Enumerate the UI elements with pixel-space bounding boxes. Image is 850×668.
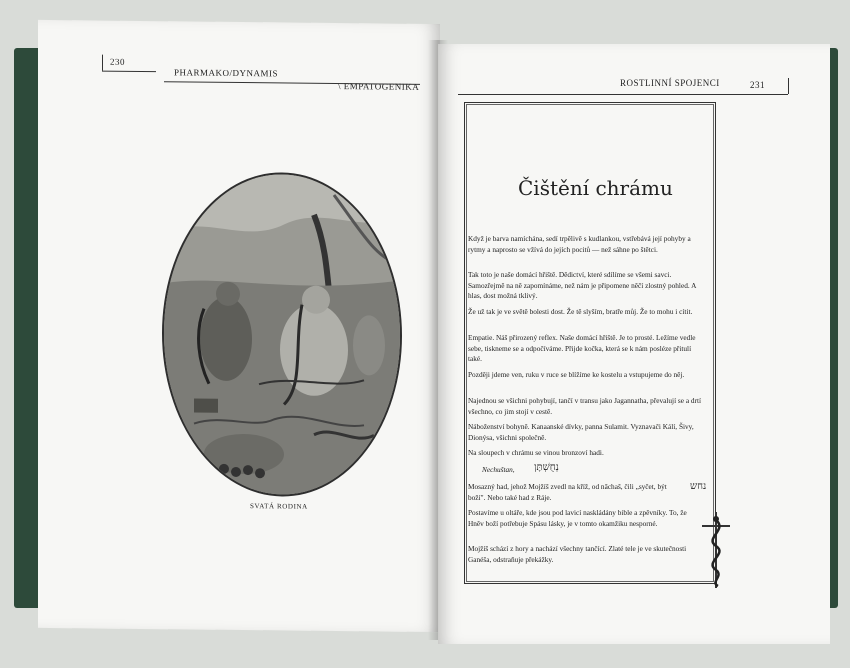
left-page: [38, 20, 440, 632]
paragraph-3: Že už tak je ve světě bolesti dost. Že tě slyším, bratře můj. Že to mohu i cítit.: [468, 307, 693, 316]
paragraph-11: Postavíme u oltáře, kde jsou pod lavicí naskládány bible a zpěvníky. To, že Hněv boží potřebuje Spásu lásky, je v tomto okamžiku nesporné.: [468, 508, 687, 528]
left-header-rule: [102, 71, 156, 73]
snake-on-cross-icon: [696, 510, 736, 590]
illustration-holy-family: [162, 171, 402, 498]
paragraph-8: Na sloupech v chrámu se vinou bronzoví hadi.: [468, 448, 604, 457]
paragraph-4: Empatie. Náš přirozený reflex. Naše domácí hřiště. Je to prosté. Ležíme vedle sebe, tiskneme se a odpočíváme. Přijde kočka, která se k nám posléze přitulí také.: [468, 333, 696, 363]
paragraph-2: Tak toto je naše domácí hřiště. Dědictví, které sdílíme se všemi savci. Samozřejmě na ně zapomínáme, než nám je připomene něčí zlostný pohled. A hlas, dost možná tklivý.: [468, 270, 696, 300]
hebrew-word-nechushtan: נְחֻשְׁתָּן: [534, 462, 559, 473]
left-header-rule-2: [102, 55, 103, 71]
right-page-number: 231: [750, 80, 765, 90]
right-page: [438, 44, 830, 644]
left-page-number: 230: [110, 56, 125, 67]
right-header-rule: [458, 94, 788, 95]
engraving-illustration: [164, 173, 400, 495]
paragraph-7: Náboženství bohyně. Kanaanské dívky, panna Sulamit. Vyznavači Kálí, Šivy, Dionýsa, všichni společně.: [468, 422, 694, 442]
paragraph-9: Nechuštan,: [482, 465, 515, 474]
paragraph-5: Později jdeme ven, ruku v ruce se blížíme ke kostelu a vstupujeme do něj.: [468, 370, 685, 379]
right-header-rule-2: [788, 78, 789, 94]
paragraph-6: Najednou se všichni pohybují, tančí v transu jako Jagannatha, převalují se a drtí všechno, co jim stojí v cestě.: [468, 396, 702, 416]
paragraph-1: Když je barva namíchána, sedí trpělivě s kudlankou, vstřebává její pohyby a rytmy a naprosto se vžívá do jejích pocitů — než sáhne po štětci.: [468, 234, 691, 254]
paragraph-10: Mosazný had, jehož Mojžíš zvedl na kříž, od nāchaš, čili „syčet, být boží". Nebo také had z Ráje.: [468, 482, 667, 502]
right-header-section: ROSTLINNÍ SPOJENCI: [620, 78, 720, 88]
left-header-section: \ EMPATOGENIKA: [338, 81, 420, 92]
illustration-caption: SVATÁ RODINA: [250, 502, 308, 511]
hebrew-word-nachash: נחש: [690, 481, 707, 492]
chapter-title: Čištění chrámu: [518, 176, 673, 200]
left-header-title: PHARMAKO/DYNAMIS: [174, 67, 279, 79]
paragraph-12: Mojžíš schází z hory a nachází všechny tančící. Zlaté tele je ve skutečnosti Ganéša, odstraňuje překážky.: [468, 544, 687, 564]
